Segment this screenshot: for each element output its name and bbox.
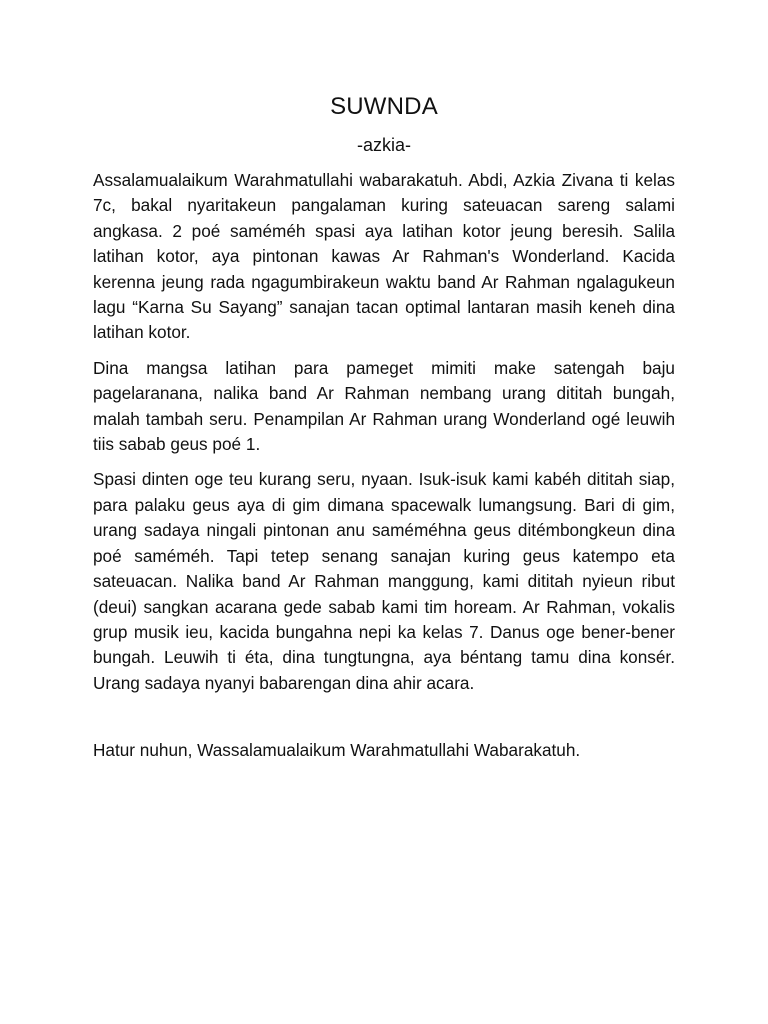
document-title: SUWNDA <box>330 93 438 120</box>
blank-line <box>93 706 675 738</box>
paragraph-2: Dina mangsa latihan para pameget mimiti make satengah baju pagelaranana, nalika band Ar Rahman nembang urang dititah bungah, malah tambah seru. Penampilan Ar Rahman urang Wonderland ogé leuwih tiis sabab geus poé 1. <box>93 357 675 455</box>
document-page <box>93 92 675 764</box>
paragraph-3: Spasi dinten oge teu kurang seru, nyaan. Isuk-isuk kami kabéh dititah siap, para palaku geus aya di gim dimana spacewalk lumangsung. Bari di gim, urang sadaya ningali pintonan anu saméméhna geus ditémbongkeun dina poé saméméh. Tapi tetep senang sanajan kuring geus katempo eta sateuacan. Nalika band Ar Rahman manggung, kami dititah nyieun ribut (deui) sangkan acarana gede sabab kami tim hoream. Ar Rahman, vokalis grup musik ieu, kacida bungahna nepi ka kelas 7. Danus oge bener-bener bungah. Leuwih ti éta, dina tungtungna, aya béntang tamu dina konsér. Urang sadaya nyanyi babarengan dina ahir acara. <box>93 469 675 693</box>
document-author: -azkia- <box>356 135 411 155</box>
closing-line: Hatur nuhun, Wassalamualaikum Warahmatullahi Wabarakatuh. <box>93 740 581 761</box>
paragraph-1: Assalamualaikum Warahmatullahi wabarakatuh. Abdi, Azkia Zivana ti kelas 7c, bakal nyaritakeun pangalaman kuring sateuacan sareng salami angkasa. 2 poé saméméh spasi aya latihan kotor jeung beresih. Salila latihan kotor, aya pintonan kawas Ar Rahman's Wonderland. Kacida kerenna jeung rada ngagumbirakeun waktu band Ar Rahman ngalagukeun lagu “Karna Su Sayang” sanajan tacan optimal lantaran masih keneh dina latihan kotor. <box>93 170 675 343</box>
